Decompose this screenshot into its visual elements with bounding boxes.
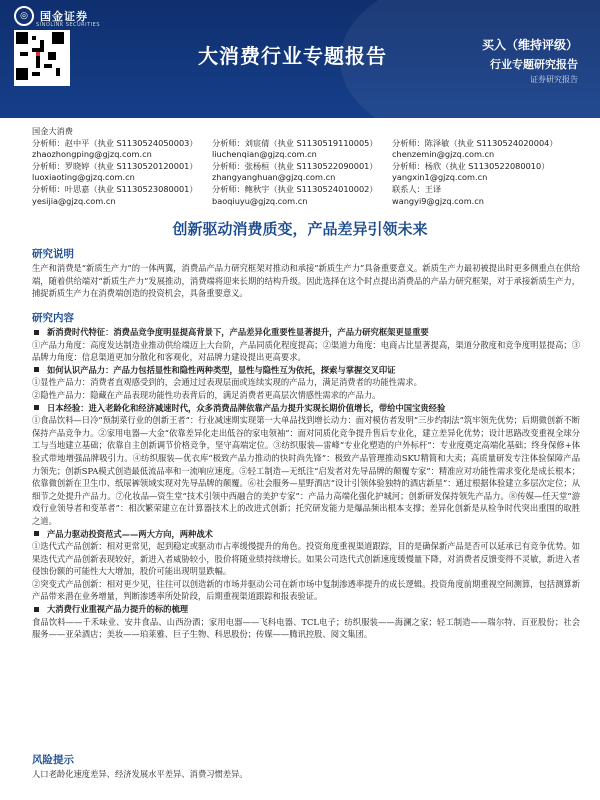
risk-text: 人口老龄化速度差异、经济发展水平差异、消费习惯差异。: [32, 769, 248, 779]
intro-text: 生产和消费是“新质生产力”的一体两翼，消费品产品力研究框架对推动和承接“新质生产力”具备重要意义。新质生产力最初被提出时更多侧重点在供给端，随着供给端对“新质生产力”发展推动，消费端将迎来长期的结构升级。因此选择在这个时点提出消费品的产品力研究框架，对于承接新质生产力，捕捉新质生产力在消费端创造的投资机会，具备重要意义。: [32, 263, 580, 299]
risk-body: [32, 768, 580, 781]
rating: 买入（维持评级）: [481, 38, 578, 52]
section-title-content: 研究内容: [32, 312, 74, 324]
analyst-email[interactable]: zhangyanghuan@gjzq.com.cn: [212, 172, 336, 183]
section-title-risk: 风险提示: [32, 754, 74, 766]
report-title: 大消费行业专题报告: [198, 44, 387, 68]
analyst-grid: [32, 138, 592, 208]
analyst-name: 分析师：鲍秋宇（执业 S1130524010002）: [212, 183, 378, 194]
report-type: 行业专题研究报告: [490, 58, 578, 71]
paragraph: ①食品饮料—日冷“预制菜行业的创新王者”：行业减速期实现第一大单品找到增长动力：面对模仿者发明“三步约制法”筑牢领先优势；后期微创新不断保持产品竞争力。②家用电器—大金“依靠差异化走出低谷的家电领袖”：面对同质化竞争提升售后专业化，建立差异化优势；设计思路改变重视全球分工与当地建立基础；依靠自主创新调节价格竞争，坚守高端定位。③纺织服装—雷峰“专业化塑造的户外标杆”：专业度奠定高端化基础；终身保修+体验式带地增强品牌吸引力。④纺织服装—优衣库“极致产品力推动的快时尚先锋”：极致产品管理推动SKU精简和大卖；高质量研发专注体验保障产品力领先；创新SPA模式创造最低流品率和一流响应速度。⑤轻工制造—无纸注“启发者对先导品牌的颠覆专家”：精准应对功能性需求变化是成长根本；依靠微创新在卫生巾、纸尿裤领域实现对先导品牌的颠覆。⑥社会服务—星野酒店“设计引领体验独特的酒店新星”：通过根据体验建立多层次定位；从细节之处提升产品力。⑦化妆品—资生堂“技术引领中西融合的美护专家”：产品力高端化强化护城河；创新研发保持领先产品力。⑧传媒—任天堂“游戏行业领导者和变革者”：相次繁荣建立在计算器技术上的改进式创新；托究研发能力是爆品频出根本支撑；差异化创新是从检争时代突出重围的取胜之道。: [32, 415, 580, 526]
analyst-email[interactable]: yesijia@gjzq.com.cn: [32, 195, 116, 206]
paragraph: ②突变式产品创新：相对更少见，往往可以创造新的市场并驱动公司在新市场中复制渗透率提升的成长逻辑。投资角度前期重视空间测算，包括测算新产品带来潜在业务增量，判断渗透率所处阶段，后期重视渠道跟踪和报表验证。: [32, 578, 580, 602]
bullet-square-icon: [34, 405, 39, 410]
report-dept: 证券研究报告: [530, 75, 578, 84]
analyst-name: 分析师：刘宸倩（执业 S1130519110005）: [212, 137, 378, 148]
analyst-email[interactable]: chenzemin@gjzq.com.cn: [392, 149, 495, 160]
analyst-email[interactable]: zhaozhongping@gjzq.com.cn: [32, 149, 152, 160]
bullet-square-icon: [34, 367, 39, 372]
intro-paragraph: [32, 262, 580, 300]
logo-icon: ◎: [14, 6, 34, 26]
analyst-name: 分析师：叶思嘉（执业 S1130523080001）: [32, 183, 198, 194]
industry-label: 国金大消费: [32, 126, 73, 136]
headline: 创新驱动消费质变，产品差异引领未来: [172, 220, 428, 238]
content-body: [32, 326, 580, 641]
analyst-email[interactable]: yangxin1@gjzq.com.cn: [392, 172, 488, 183]
paragraph: ①产品力角度：高度发达制造业推动供给端迈上大台阶，产品同质化程度提高；②渠道力角度：电商占比显著提高，渠道分散度和竞争度明显提高；③品牌力角度：信息渠道更加分散化和客观化，对品牌力建设提出更高要求。: [32, 339, 580, 363]
paragraph: ①迭代式产品创新：相对更常见，起到稳定或驱动市占率缓慢提升的角色。投资角度重视渠道跟踪，目的是确保新产品是否可以延承已有竞争优势。如果迭代式产品创新表现较好，新进入者威胁较小，股价将随业绩持续增长。如果公司迭代式创新速度缓慢量下降，对消费者反馈变得不灵敏，新进入者侵蚀份额的可能性大大增加，股价可能出现明显跌幅。: [32, 541, 580, 577]
analyst-email[interactable]: baoqiuyu@gjzq.com.cn: [212, 195, 308, 206]
bullet-square-icon: [34, 607, 39, 612]
header-banner: [0, 0, 600, 118]
paragraph: ①显性产品力：消费者直观感受到的，会通过过表现层面或连续实现的产品力，满足消费者的功能性需求。: [32, 377, 422, 388]
bullet-heading: 新消费时代特征：消费品竞争度明显提高背景下，产品差异化重要性显著提升，产品力研究框架更显重要: [32, 326, 580, 339]
logo-text: 国金证券: [40, 10, 88, 23]
analyst-email[interactable]: liuchenqian@gjzq.com.cn: [212, 149, 317, 160]
section-title-intro: 研究说明: [32, 248, 74, 260]
bullet-heading: 如何认识产品力：产品力包括显性和隐性两种类型，显性与隐性互为依托，探索与掌握交叉印证: [32, 364, 580, 377]
analyst-name: 分析师：张杨桓（执业 S1130522090001）: [212, 160, 378, 171]
paragraph: ②隐性产品力：隐藏在产品表现功能性功表背后的，满足消费者更高层次情感性需求的产品力。: [32, 389, 381, 400]
logo-subtitle: SINOLINK SECURITIES: [36, 22, 100, 28]
analyst-block: [32, 126, 592, 207]
qr-code-icon: [14, 30, 70, 86]
contact-email[interactable]: wangyi9@gjzq.com.cn: [392, 195, 484, 206]
bullet-heading: 日本经验：进入老龄化和经济减速时代，众多消费品牌依靠产品力提升实现长期价值增长，带给中国宝贵经验: [32, 402, 580, 415]
paragraph: 食品饮料——千禾味业、安井食品、山西汾酒；家用电器——飞科电器、TCL电子；纺织服装——海澜之家；轻工制造——瑞尔特、百亚股份；社会服务——亚朵酒店；美妆——珀莱雅、巨子生物、科思股份；传媒——腾讯控股、阅文集团。: [32, 616, 580, 640]
bullet-heading: 产品力驱动投资范式——两大方向，两种战术: [32, 528, 580, 541]
analyst-name: 分析师：赵中平（执业 S1130524050003）: [32, 137, 198, 148]
bullet-square-icon: [34, 531, 39, 536]
analyst-name: 分析师：杨欣（执业 S1130522080010）: [392, 160, 550, 171]
analyst-email[interactable]: luoxiaoting@gjzq.com.cn: [32, 172, 135, 183]
bullet-square-icon: [34, 330, 39, 335]
contact-name: 联系人：王译: [392, 183, 442, 194]
analyst-name: 分析师：陈泽敏（执业 S1130524020004）: [392, 137, 558, 148]
analyst-name: 分析师：罗晓婷（执业 S1130520120001）: [32, 160, 198, 171]
bullet-heading: 大消费行业重视产品力提升的标的梳理: [32, 603, 580, 616]
